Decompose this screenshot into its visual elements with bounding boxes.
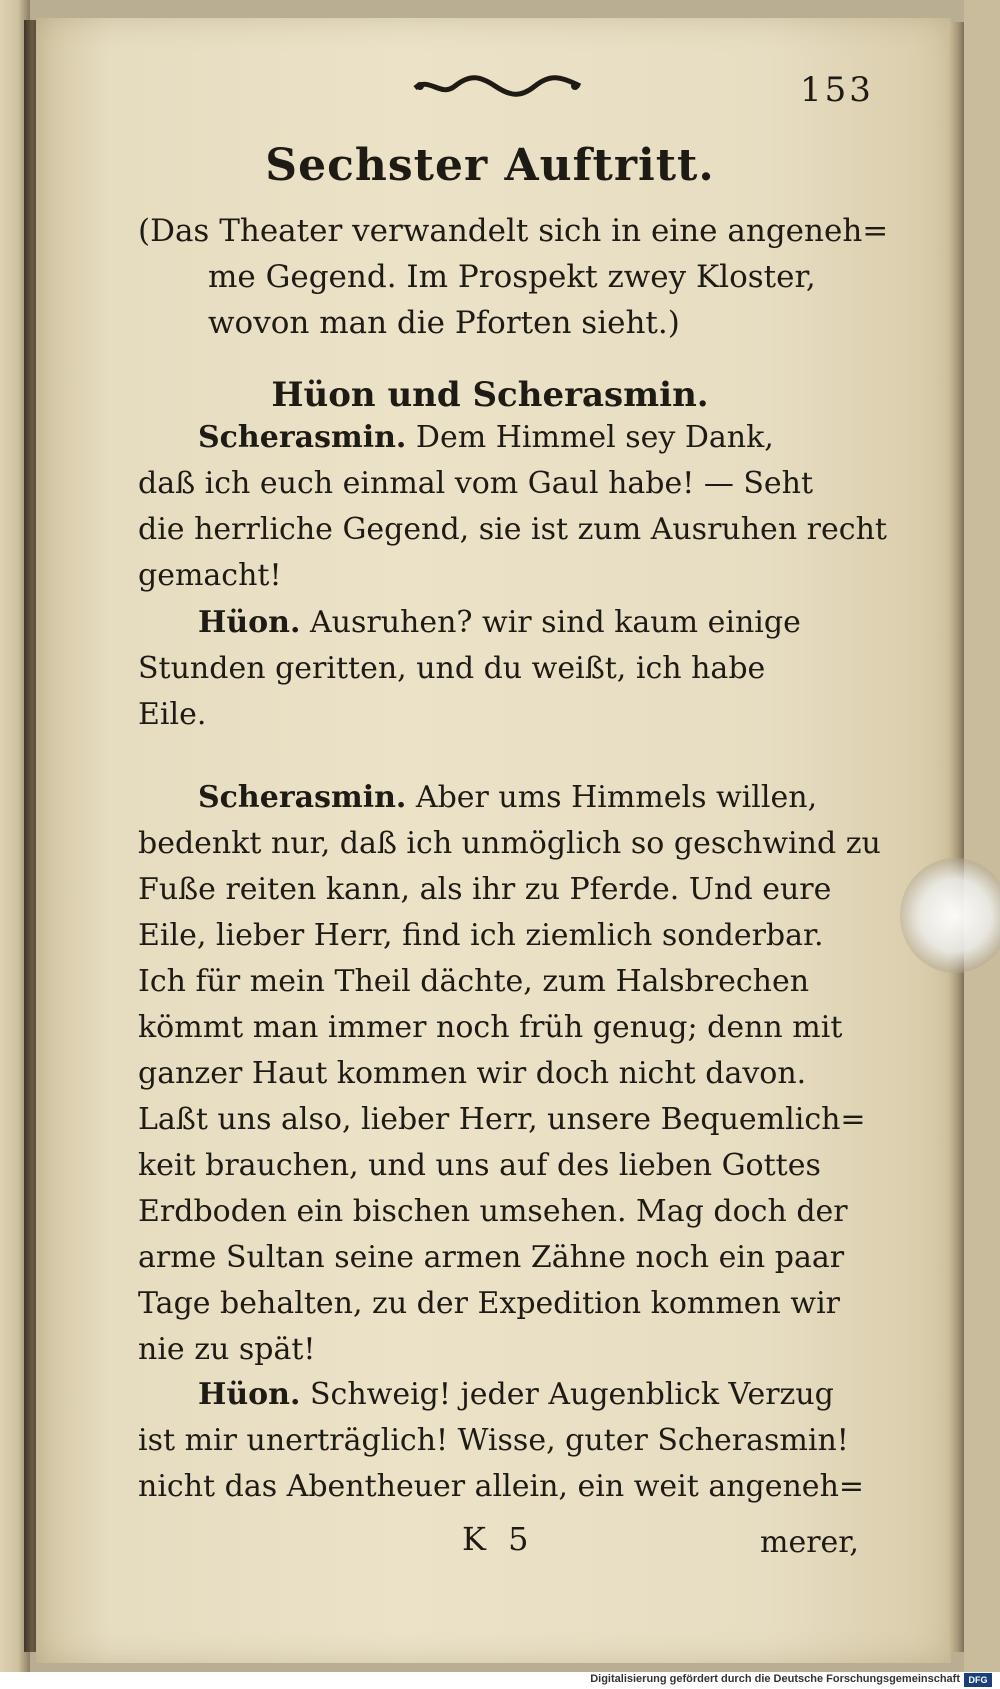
dialogue-line: [138, 600, 873, 646]
dialogue-line: [138, 775, 873, 821]
page-number: 153: [800, 70, 874, 110]
speaker-name: Hüon.: [198, 605, 301, 640]
dialogue-line: kömmt man immer noch früh genug; denn mit: [138, 1010, 843, 1045]
head-ornament-icon: [410, 70, 585, 100]
dialogue-line: die herrliche Gegend, sie ist zum Ausruhen recht: [138, 512, 887, 547]
dialogue-line: Laßt uns also, lieber Herr, unsere Bequemlich=: [138, 1102, 866, 1137]
speaker-name: Hüon.: [198, 1377, 301, 1412]
dialogue-text: Schweig! jeder Augenblick Verzug: [309, 1377, 834, 1412]
dialogue-line: ist mir unerträglich! Wisse, guter Scherasmin!: [138, 1423, 849, 1458]
stage-direction-line: (Das Theater verwandelt sich in eine angeneh=: [138, 213, 889, 249]
dialogue-line: ganzer Haut kommen wir doch nicht davon.: [138, 1056, 807, 1091]
dialogue-text: Dem Himmel sey Dank,: [415, 420, 774, 455]
signature-mark: K 5: [462, 1520, 535, 1558]
funding-credit: Digitalisierung gefördert durch die Deutsche Forschungsgemeinschaft: [590, 1673, 960, 1685]
dfg-logo-icon: DFG: [964, 1673, 992, 1687]
dialogue-text: Ausruhen? wir sind kaum einige: [309, 605, 801, 640]
dialogue-block: [138, 600, 873, 738]
dialogue-line: nie zu spät!: [138, 1332, 316, 1367]
character-heading: Hüon und Scherasmin.: [271, 375, 709, 415]
speaker-name: Scherasmin.: [198, 420, 407, 455]
dialogue-text: Aber ums Himmels willen,: [415, 780, 818, 815]
dialogue-line: Stunden geritten, und du weißt, ich habe: [138, 651, 766, 686]
page-edge: [948, 22, 964, 1652]
dialogue-line: [138, 415, 873, 461]
dialogue-block: [138, 775, 881, 1373]
dialogue-line: arme Sultan seine armen Zähne noch ein paar: [138, 1240, 845, 1275]
catchword: merer,: [760, 1525, 859, 1560]
dialogue-line: nicht das Abentheuer allein, ein weit angeneh=: [138, 1469, 865, 1504]
stage-direction-line: me Gegend. Im Prospekt zwey Kloster,: [208, 259, 816, 295]
glare-spot: [900, 858, 1000, 973]
dialogue-block: [138, 415, 887, 599]
background: [964, 0, 1000, 1672]
stage-direction-line: wovon man die Pforten sieht.): [208, 305, 680, 341]
dialogue-line: gemacht!: [138, 558, 282, 593]
dialogue-line: Erdboden ein bischen umsehen. Mag doch der: [138, 1194, 848, 1229]
dialogue-line: Eile, lieber Herr, find ich ziemlich sonderbar.: [138, 918, 824, 953]
dialogue-line: daß ich euch einmal vom Gaul habe! — Seht: [138, 466, 814, 501]
dialogue-line: Eile.: [138, 697, 207, 732]
dialogue-block: [138, 1372, 873, 1510]
speaker-name: Scherasmin.: [198, 780, 407, 815]
dialogue-line: Fuße reiten kann, als ihr zu Pferde. Und eure: [138, 872, 832, 907]
dialogue-line: keit brauchen, und uns auf des lieben Gottes: [138, 1148, 821, 1183]
dialogue-line: Tage behalten, zu der Expedition kommen wir: [138, 1286, 841, 1321]
dialogue-line: bedenkt nur, daß ich unmöglich so geschwind zu: [138, 826, 881, 861]
scene-title: Sechster Auftritt.: [265, 140, 715, 191]
stage-direction: [138, 208, 889, 346]
dialogue-line: Ich für mein Theil dächte, zum Halsbrechen: [138, 964, 810, 999]
dialogue-line: [138, 1372, 873, 1418]
